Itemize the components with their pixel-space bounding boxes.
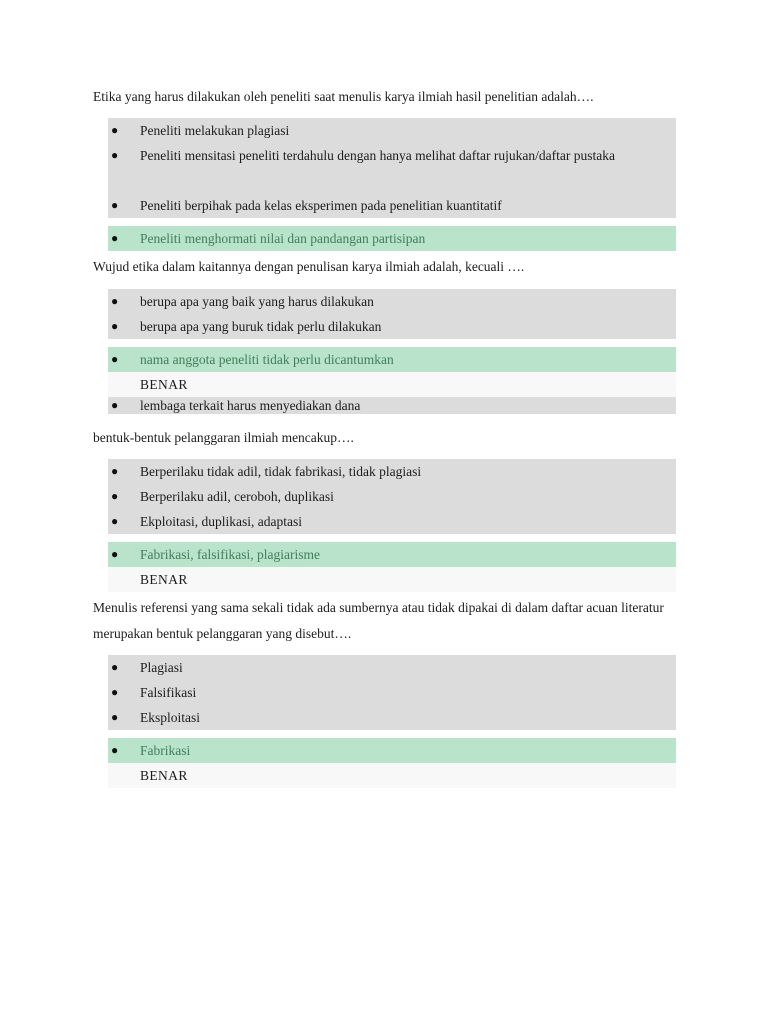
option-text: Peneliti melakukan plagiasi xyxy=(140,123,290,138)
option-1-b xyxy=(108,143,676,193)
answer-label-text: BENAR xyxy=(140,377,188,392)
question-1-text: Etika yang harus dilakukan oleh peneliti saat menulis karya ilmiah hasil penelitian adalah…. xyxy=(93,89,594,104)
bullet-dot-icon: ● xyxy=(111,198,119,212)
option-text: berupa apa yang baik yang harus dilakukan xyxy=(140,294,374,309)
option-4-d-correct xyxy=(108,738,676,763)
question-4-text: Menulis referensi yang sama sekali tidak ada sumbernya atau tidak dipakai di dalam daftar acuan literatur merupakan bentuk pelanggaran yang disebut…. xyxy=(93,600,664,641)
option-text: Berperilaku tidak adil, tidak fabrikasi, tidak plagiasi xyxy=(140,464,422,479)
answer-label xyxy=(108,372,676,397)
question-3-text: bentuk-bentuk pelanggaran ilmiah mencakup…. xyxy=(93,430,354,445)
bullet-dot-icon: ● xyxy=(111,685,119,699)
answer-label xyxy=(108,567,676,592)
option-1-c xyxy=(108,193,676,218)
option-3-b xyxy=(108,484,676,509)
bullet-dot-icon: ● xyxy=(111,547,119,561)
answer-label xyxy=(108,763,676,788)
option-text: Ekploitasi, duplikasi, adaptasi xyxy=(140,514,302,529)
answer-label-text: BENAR xyxy=(140,572,188,587)
option-text: Peneliti berpihak pada kelas eksperimen pada penelitian kuantitatif xyxy=(140,198,502,213)
option-text: Peneliti mensitasi peneliti terdahulu dengan hanya melihat daftar rujukan/daftar pustaka xyxy=(140,148,615,163)
bullet-dot-icon: ● xyxy=(111,660,119,674)
option-4-a xyxy=(108,655,676,680)
option-3-a xyxy=(108,459,676,484)
question-2-text: Wujud etika dalam kaitannya dengan penulisan karya ilmiah adalah, kecuali …. xyxy=(93,259,525,274)
question-4-options xyxy=(108,655,676,788)
bullet-dot-icon: ● xyxy=(111,319,119,333)
question-3-options xyxy=(108,459,676,592)
option-text: Fabrikasi xyxy=(140,743,191,758)
bullet-dot-icon: ● xyxy=(111,743,119,757)
option-3-d-correct xyxy=(108,542,676,567)
bullet-dot-icon: ● xyxy=(111,464,119,478)
question-1-options xyxy=(108,118,676,251)
bullet-dot-icon: ● xyxy=(111,514,119,528)
option-2-a xyxy=(108,289,676,314)
option-text: Eksploitasi xyxy=(140,710,200,725)
bullet-dot-icon: ● xyxy=(111,231,119,245)
bullet-dot-icon: ● xyxy=(111,123,119,137)
option-text: lembaga terkait harus menyediakan dana xyxy=(140,398,361,413)
option-text: nama anggota peneliti tidak perlu dicantumkan xyxy=(140,352,394,367)
option-text: Plagiasi xyxy=(140,660,183,675)
bullet-dot-icon: ● xyxy=(111,352,119,366)
bullet-dot-icon: ● xyxy=(111,398,119,412)
option-4-b xyxy=(108,680,676,705)
option-text: Berperilaku adil, ceroboh, duplikasi xyxy=(140,489,334,504)
option-3-c xyxy=(108,509,676,534)
bullet-dot-icon: ● xyxy=(111,710,119,724)
option-text: Fabrikasi, falsifikasi, plagiarisme xyxy=(140,547,320,562)
answer-label-text: BENAR xyxy=(140,768,188,783)
option-2-c-correct xyxy=(108,347,676,372)
bullet-dot-icon: ● xyxy=(111,294,119,308)
option-2-b xyxy=(108,314,676,339)
option-1-d-correct xyxy=(108,226,676,251)
bullet-dot-icon: ● xyxy=(111,148,119,162)
option-4-c xyxy=(108,705,676,730)
option-text: Peneliti menghormati nilai dan pandangan partisipan xyxy=(140,231,426,246)
question-2-options xyxy=(108,289,676,414)
bullet-dot-icon: ● xyxy=(111,489,119,503)
option-1-a xyxy=(108,118,676,143)
option-2-d xyxy=(108,397,676,414)
option-text: berupa apa yang buruk tidak perlu dilakukan xyxy=(140,319,382,334)
option-text: Falsifikasi xyxy=(140,685,197,700)
